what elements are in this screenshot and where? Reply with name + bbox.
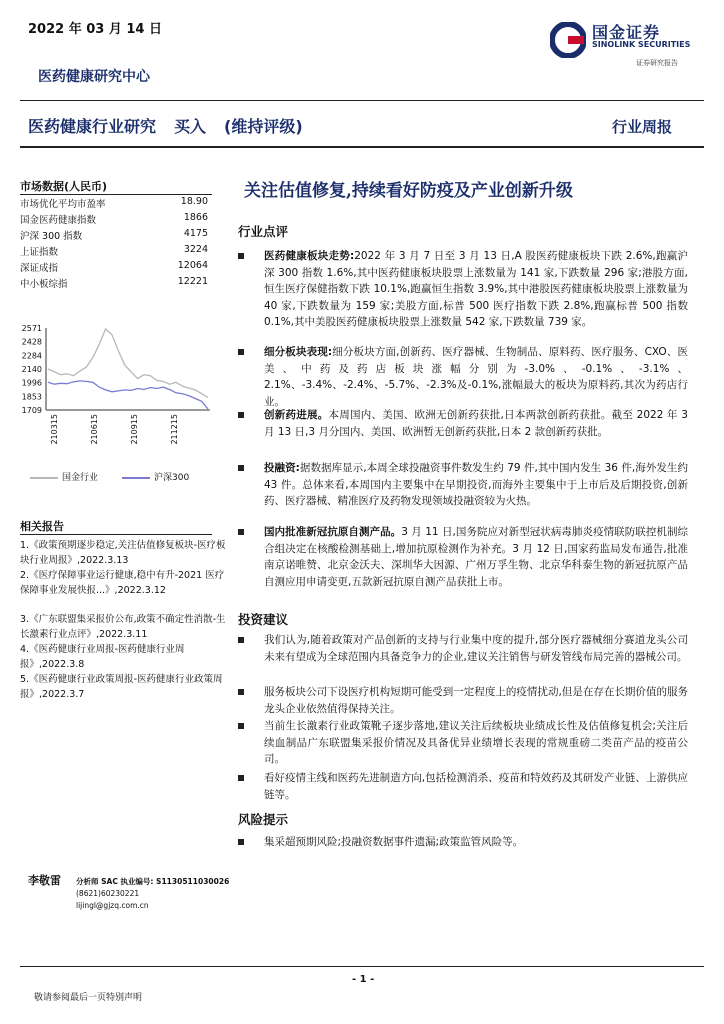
review-point bbox=[238, 407, 688, 440]
industry-rating-line bbox=[28, 114, 321, 137]
market-value: 12221 bbox=[177, 276, 208, 287]
point-head: 创新药进展。 bbox=[264, 409, 329, 421]
brand-name-en: SINOLINK SECURITIES bbox=[592, 40, 691, 49]
point-body: 细分板块方面,创新药、医疗器械、生物制品、原料药、医疗服务、CXO、医美、中药及药店板块涨幅分别为-3.0%、-0.1%、-3.1%、2.1%、-3.4%、-2.4%、-5.7%、-2.3%及-0.1%,涨幅最大的板块为原料药,其次为药店行业。 bbox=[264, 346, 688, 408]
disclaimer-note: 敬请参阅最后一页特别声明 bbox=[34, 993, 143, 1003]
risk-point bbox=[238, 834, 688, 851]
point-body: 3 月 11 日,国务院应对新型冠状病毒肺炎疫情联防联控机制综合组决定在核酸检测基础上,增加抗原检测作为补充。3 月 12 日,国家药监局发布通告,批准南京诺唯赞、北京金沃夫、深圳华大因源、广州万孚生物、北京华科泰生物的新冠抗原产品自测应用申请变更,五款新冠抗原自测产品获批上市。 bbox=[264, 526, 688, 588]
research-center: 医药健康研究中心 bbox=[38, 69, 150, 85]
page-number: - 1 - bbox=[352, 974, 375, 985]
related-report-item: 3.《广东联盟集采报价公布,政策不确定性消散-生长激素行业点评》,2022.3.11 bbox=[20, 614, 226, 640]
section-risk: 风险提示 bbox=[238, 812, 289, 827]
y-tick-label: 2428 bbox=[21, 337, 42, 347]
rating: 买入 bbox=[174, 117, 207, 136]
market-label: 沪深 300 指数 bbox=[20, 231, 83, 242]
review-point bbox=[238, 344, 688, 410]
market-label: 深证成指 bbox=[20, 263, 59, 274]
market-label: 上证指数 bbox=[20, 247, 59, 258]
report-headline: 关注估值修复,持续看好防疫及产业创新升级 bbox=[244, 181, 573, 201]
bullet-square-icon bbox=[238, 689, 244, 695]
review-point bbox=[238, 524, 688, 590]
review-point bbox=[238, 248, 688, 331]
analyst-id: 分析师 SAC 执业编号: S1130511030026 bbox=[76, 877, 230, 886]
brand-subtitle: 证券研究报告 bbox=[636, 59, 678, 67]
advice-text: 看好疫情主线和医药先进制造方向,包括检测消杀、疫苗和特效药及其研发产业链、上游供应链等。 bbox=[264, 772, 688, 801]
legend-swatch-csi300 bbox=[122, 477, 150, 479]
bullet-square-icon bbox=[238, 349, 244, 355]
point-head: 细分板块表现: bbox=[264, 346, 333, 358]
related-report-item: 5.《医药健康行业政策周报-医药健康行业政策周报》,2022.3.7 bbox=[20, 674, 223, 700]
market-divider bbox=[20, 194, 212, 195]
bullet-square-icon bbox=[238, 723, 244, 729]
advice-point bbox=[238, 770, 688, 803]
point-body: 据数据库显示,本周全球投融资事件数发生约 79 件,其中国内发生 36 件,海外发生约 43 件。总体来看,本周国内主要集中在早期投资,而海外主要集中于上市后及后期投资,创新药、医疗器械、精准医疗及药物发现领域投融资较为火热。 bbox=[264, 462, 688, 507]
related-divider bbox=[20, 534, 212, 535]
market-data-title: 市场数据(人民币) bbox=[20, 180, 108, 193]
advice-point bbox=[238, 684, 688, 717]
advice-text: 服务板块公司下设医疗机构短期可能受到一定程度上的疫情扰动,但是在存在长期价值的服务龙头企业依然值得保持关注。 bbox=[264, 686, 688, 715]
report-date: 2022 年 03 月 14 日 bbox=[28, 22, 162, 37]
point-head: 国内批准新冠抗原自测产品。 bbox=[264, 526, 402, 538]
market-row bbox=[20, 276, 208, 292]
advice-point bbox=[238, 718, 688, 768]
analyst-email[interactable]: lijingl@gjzq.com.cn bbox=[76, 901, 149, 910]
advice-point bbox=[238, 632, 688, 665]
index-trend-chart bbox=[20, 322, 218, 452]
y-tick-label: 1853 bbox=[21, 392, 42, 402]
bullet-square-icon bbox=[238, 839, 244, 845]
rating-note: (维持评级) bbox=[224, 117, 303, 136]
advice-text: 我们认为,随着政策对产品创新的支持与行业集中度的提升,部分医疗器械细分赛道龙头公司未来有望成为全球范围内具备竞争力的企业,建议关注销售与研发管线布局完善的器械公司。 bbox=[264, 634, 688, 663]
y-tick-label: 1996 bbox=[21, 378, 42, 388]
market-label: 中小板综指 bbox=[20, 279, 68, 290]
market-label: 国金医药健康指数 bbox=[20, 215, 97, 226]
x-tick-label: 210615 bbox=[90, 414, 99, 445]
header-divider bbox=[20, 100, 704, 101]
chart-legend bbox=[30, 470, 220, 486]
market-value: 12064 bbox=[177, 260, 208, 271]
series-line-industry bbox=[48, 329, 208, 398]
market-value: 4175 bbox=[183, 228, 208, 239]
x-tick-label: 211215 bbox=[170, 414, 179, 445]
market-row bbox=[20, 196, 208, 212]
related-reports-title: 相关报告 bbox=[20, 520, 64, 533]
footer-divider bbox=[20, 966, 704, 967]
report-type: 行业周报 bbox=[612, 118, 673, 136]
legend-swatch-industry bbox=[30, 477, 58, 479]
point-head: 医药健康板块走势: bbox=[264, 250, 355, 262]
industry-name: 医药健康行业研究 bbox=[28, 117, 157, 136]
series-line-csi300 bbox=[48, 381, 208, 409]
market-row bbox=[20, 244, 208, 260]
sinolink-logo-icon bbox=[550, 22, 586, 58]
market-row bbox=[20, 228, 208, 244]
market-row bbox=[20, 212, 208, 228]
review-point bbox=[238, 460, 688, 510]
bullet-square-icon bbox=[238, 775, 244, 781]
market-value: 18.90 bbox=[180, 196, 208, 207]
x-tick-label: 210915 bbox=[130, 414, 139, 445]
y-tick-label: 1709 bbox=[21, 406, 42, 415]
analyst-phone: (8621)60230221 bbox=[76, 889, 140, 898]
market-row bbox=[20, 260, 208, 276]
brand-name-cn: 国金证券 bbox=[592, 23, 661, 42]
risk-text: 集采超预期风险;投融资数据事件遗漏;政策监管风险等。 bbox=[264, 836, 524, 848]
bullet-square-icon bbox=[238, 465, 244, 471]
bullet-square-icon bbox=[238, 637, 244, 643]
point-body: 本周国内、美国、欧洲无创新药获批,日本两款创新药获批。截至 2022 年 3 月 13 日,3 月分国内、美国、欧洲暂无创新药获批,日本 2 款创新药获批。 bbox=[264, 409, 688, 438]
y-tick-label: 2284 bbox=[21, 351, 42, 361]
x-tick-label: 210315 bbox=[50, 414, 59, 445]
y-tick-label: 2140 bbox=[21, 365, 42, 374]
related-report-item: 1.《政策预期逐步稳定,关注估值修复板块-医疗板块行业周报》,2022.3.13 bbox=[20, 540, 226, 566]
analyst-name: 李敬雷 bbox=[28, 874, 61, 887]
advice-text: 当前生长激素行业政策靴子逐步落地,建议关注后续板块业绩成长性及估值修复机会;关注后续血制品广东联盟集采报价情况及具备优异业绩增长表现的常规重磅二类苗产品的疫苗公司。 bbox=[264, 720, 688, 765]
section-investment-advice: 投资建议 bbox=[238, 612, 289, 627]
bullet-square-icon bbox=[238, 529, 244, 535]
y-tick-label: 2571 bbox=[21, 324, 42, 333]
market-value: 3224 bbox=[183, 244, 208, 255]
point-body: 2022 年 3 月 7 日至 3 月 13 日,A 股医药健康板块下跌 2.6%,跑赢沪深 300 指数 1.6%,其中医药健康板块股票上涨数量为 141 家,下跌数量 296 家;港股方面,恒生医疗保健指数下跌 10.1%,跑赢恒生指数 3.9%,其中港股医药健康板块股票上涨数量为 40 家,下跌数量为 159 家;美股方面,标普 500 医疗指数下跌 2.8%,跑赢标普 500 指数 0.1%,其中美股医药健康板块股票上涨数量 542 家,下跌数量 739 家。 bbox=[264, 250, 689, 328]
related-report-item: 4.《医药健康行业周报-医药健康行业周报》,2022.3.8 bbox=[20, 644, 185, 670]
section-industry-review: 行业点评 bbox=[238, 224, 289, 239]
point-head: 投融资: bbox=[264, 462, 300, 474]
legend-label-industry: 国金行业 bbox=[62, 473, 99, 483]
related-report-item: 2.《医疗保障事业运行健康,稳中有升-2021 医疗保障事业发展快报...》,2022.3.12 bbox=[20, 570, 225, 596]
market-label: 市场优化平均市盈率 bbox=[20, 199, 106, 210]
bullet-square-icon bbox=[238, 412, 244, 418]
bullet-square-icon bbox=[238, 253, 244, 259]
title-divider bbox=[20, 146, 704, 148]
legend-label-csi300: 沪深300 bbox=[154, 473, 190, 483]
market-value: 1866 bbox=[183, 212, 208, 223]
